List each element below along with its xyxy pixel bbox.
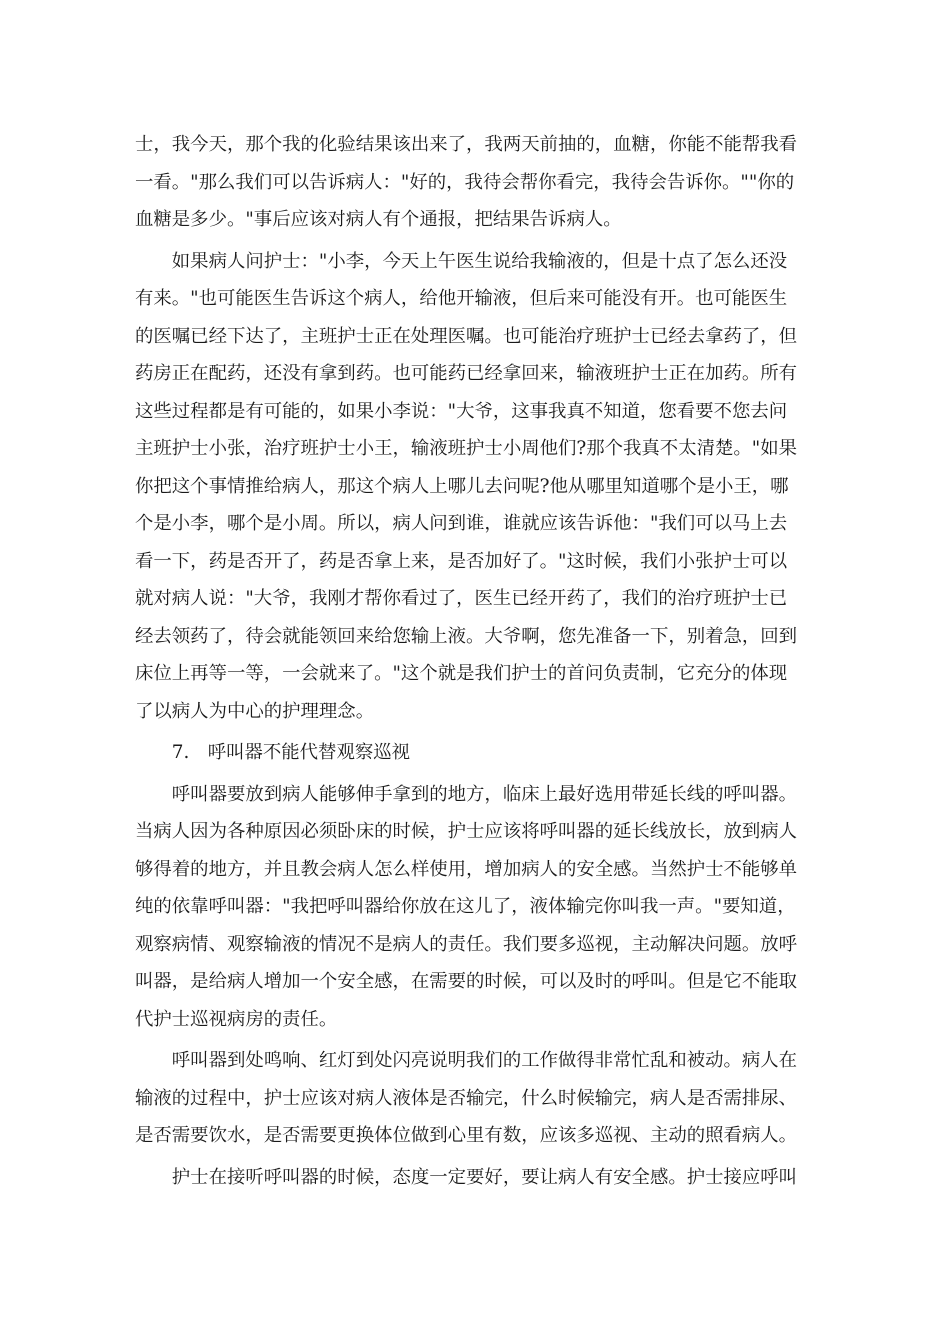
text-line: 的医嘱已经下达了，主班护士正在处理医嘱。也可能治疗班护士已经去拿药了，但 xyxy=(135,325,798,347)
text-line: 士，我今天，那个我的化验结果该出来了，我两天前抽的，血糖，你能不能帮我看 xyxy=(135,134,798,155)
text-line: 纯的依靠呼叫器："我把呼叫器给你放在这儿了，液体输完你叫我一声。"要知道， xyxy=(135,896,796,917)
text-line: 个是小李，哪个是小周。所以，病人问到谁，谁就应该告诉他："我们可以马上去 xyxy=(135,513,788,534)
text-line: 药房正在配药，还没有拿到药。也可能药已经拿回来，输液班护士正在加药。所有 xyxy=(135,363,798,384)
text-line: 是否需要饮水，是否需要更换体位做到心里有数，应该多巡视、主动的照看病人。 xyxy=(135,1125,798,1146)
section-heading: 7. 呼叫器不能代替观察巡视 xyxy=(135,742,411,763)
paragraph-start-line: 呼叫器到处鸣响、红灯到处闪亮说明我们的工作做得非常忙乱和被动。病人在 xyxy=(135,1050,798,1071)
text-line: 当病人因为各种原因必须卧床的时候，护士应该将呼叫器的延长线放长，放到病人 xyxy=(135,821,798,842)
text-line: 够得着的地方，并且教会病人怎么样使用，增加病人的安全感。当然护士不能够单 xyxy=(135,858,798,880)
text-line: 血糖是多少。"事后应该对病人有个通报，把结果告诉病人。 xyxy=(135,209,622,230)
text-line: 这些过程都是有可能的，如果小李说："大爷，这事我真不知道，您看要不您去问 xyxy=(135,400,788,422)
text-line: 看一下，药是否开了，药是否拿上来，是否加好了。"这时候，我们小张护士可以 xyxy=(135,550,788,572)
text-line: 观察病情、观察输液的情况不是病人的责任。我们要多巡视，主动解决问题。放呼 xyxy=(135,933,798,955)
body-text xyxy=(135,126,825,1196)
text-line: 叫器，是给病人增加一个安全感，在需要的时候，可以及时的呼叫。但是它不能取 xyxy=(135,971,798,992)
text-line: 床位上再等一等，一会就来了。"这个就是我们护士的首问负责制，它充分的体现 xyxy=(135,663,788,684)
paragraph-start-line: 呼叫器要放到病人能够伸手拿到的地方，临床上最好选用带延长线的呼叫器。 xyxy=(135,783,798,805)
text-line: 了以病人为中心的护理理念。 xyxy=(135,700,375,722)
text-line: 有来。"也可能医生告诉这个病人，给他开输液，但后来可能没有开。也可能医生 xyxy=(135,288,788,309)
paragraph-start-line: 护士在接听呼叫器的时候，态度一定要好，要让病人有安全感。护士接应呼叫 xyxy=(135,1166,798,1188)
text-line: 代护士巡视病房的责任。 xyxy=(135,1008,338,1030)
text-line: 一看。"那么我们可以告诉病人："好的，我待会帮你看完，我待会告诉你。""你的 xyxy=(135,171,795,193)
text-line: 主班护士小张，治疗班护士小王，输液班护士小周他们?那个我真不太清楚。"如果 xyxy=(135,438,797,459)
text-line: 经去领药了，待会就能领回来给您输上液。大爷啊，您先准备一下，别着急，回到 xyxy=(135,625,798,647)
paragraph-start-line: 如果病人问护士："小李，今天上午医生说给我输液的，但是十点了怎么还没 xyxy=(135,250,788,272)
text-line: 你把这个事情推给病人，那这个病人上哪儿去问呢?他从哪里知道哪个是小王，哪 xyxy=(135,475,789,497)
text-line: 输液的过程中，护士应该对病人液体是否输完，什么时候输完，病人是否需排尿、 xyxy=(135,1087,798,1109)
text-line: 就对病人说："大爷，我刚才帮你看过了，医生已经开药了，我们的治疗班护士已 xyxy=(135,588,788,609)
